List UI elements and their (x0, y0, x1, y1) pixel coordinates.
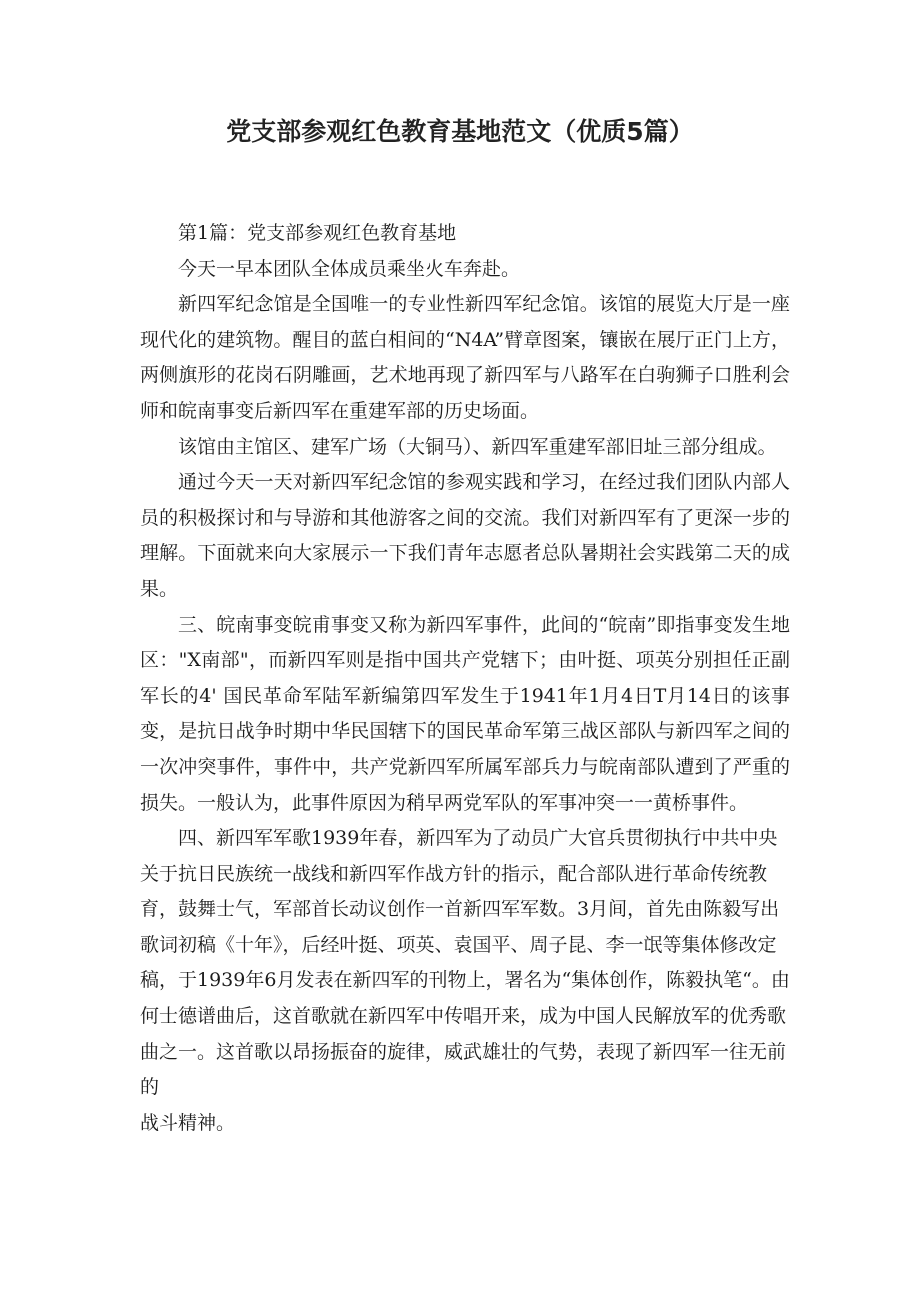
paragraph: 三、皖南事变皖甫事变又称为新四军事件，此间的“皖南”即指事变发生地区："X南部"，而新四军则是指中国共产党辖下；由叶挺、项英分别担任正副军长的4' 国民革命军陆军新编第四军发生于1941年1月4日T月14日的该事变，是抗日战争时期中华民国辖下的国民革命军第三战区部队与新四军之间的一次冲突事件，事件中，共产党新四军所属军部兵力与皖南部队遭到了严重的损失。一般认为，此事件原因为稍早两党军队的军事冲突一一黄桥事件。 (140, 613, 790, 814)
paragraph: 新四军纪念馆是全国唯一的专业性新四军纪念馆。该馆的展览大厅是一座现代化的建筑物。醒目的蓝白相间的“N4A”臂章图案，镶嵌在展厅正门上方，两侧旗形的花岗石阴雕画，艺术地再现了新四军与八路军在白驹狮子口胜利会师和皖南事变后新四军在重建军部的历史场面。 (140, 293, 790, 422)
document-body (140, 216, 790, 1141)
document-title: 党支部参观红色教育基地范文（优质5篇） (226, 117, 694, 146)
paragraph: 该馆由主馆区、建军广场（大铜马）、新四军重建军部旧址三部分组成。 (178, 435, 777, 458)
section-heading: 第1篇：党支部参观红色教育基地 (178, 222, 457, 244)
paragraph: 今天一早本团队全体成员乘坐火车奔赴。 (178, 257, 521, 280)
paragraph: 通过今天一天对新四军纪念馆的参观实践和学习，在经过我们团队内部人员的积极探讨和与导游和其他游客之间的交流。我们对新四军有了更深一步的理解。下面就来向大家展示一下我们青年志愿者总队暑期社会实践第二天的成果。 (140, 471, 790, 600)
paragraph: 四、新四军军歌1939年春，新四军为了动员广大官兵贯彻执行中共中央关于抗日民族统一战线和新四军作战方针的指示，配合部队进行革命传统教育，鼓舞士气，军部首长动议创作一首新四军军数。3月间，首先由陈毅写出歌词初稿《十年》，后经叶挺、项英、袁国平、周子昆、李一氓等集体修改定稿，于1939年6月发表在新四军的刊物上，署名为“集体创作，陈毅执笔“。由何士德谱曲后，这首歌就在新四军中传唱开来，成为中国人民解放军的优秀歌曲之一。这首歌以昂扬振奋的旋律，威武雄壮的气势，表现了新四军一往无前的 (140, 827, 790, 1099)
paragraph-continuation: 战斗精神。 (140, 1111, 236, 1134)
